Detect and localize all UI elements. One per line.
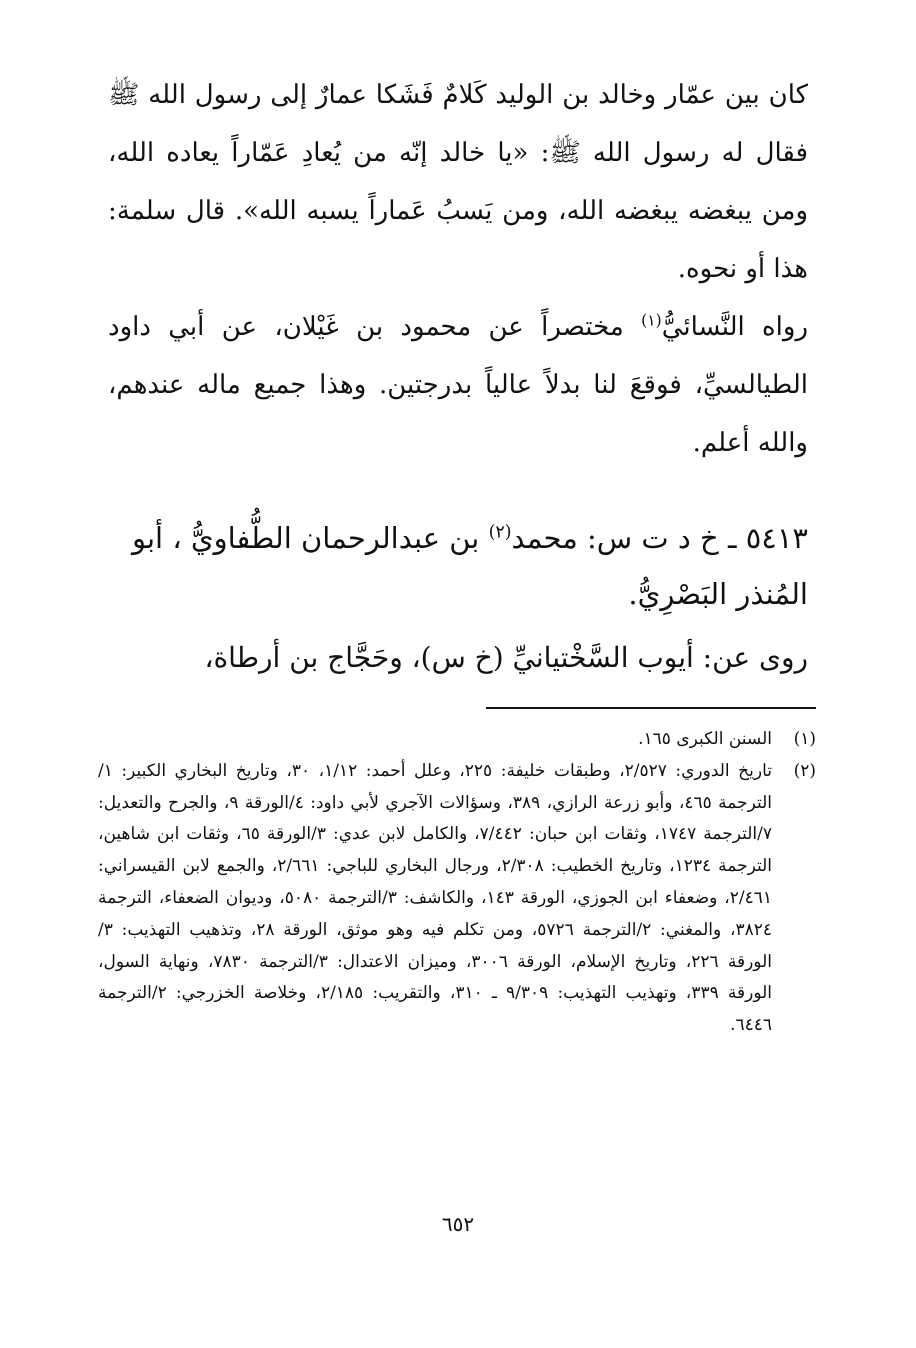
footnote-ref-2[interactable]: (٢): [488, 522, 512, 543]
paragraph-takhrij-body: مختصراً عن محمود بن غَيْلان، عن أبي داود الطيالسيِّ، فوقعَ لنا بدلاً عالياً بدرجتين. وهذا جميع ماله عندهم، والله أعلم.: [108, 312, 808, 458]
footnote-text: تاريخ الدوري: ٢/٥٢٧، وطبقات خليفة: ٢٢٥، وعلل أحمد: ١/١٢، ٣٠، وتاريخ البخاري الكبير: ١/الترجمة ٤٦٥، وأبو زرعة الرازي، ٣٨٩، وسؤالات الآجري لأبي داود: ٤/الورقة ٩، والجرح والتعديل: ٧/الترجمة ١٧٤٧، وثقات ابن حبان: ٧/٤٤٢، والكامل لابن عدي: ٣/الورقة ٦٥، وثقات ابن شاهين، الترجمة ١٢٣٤، وتاريخ الخطيب: ٢/٣٠٨، ورجال البخاري للباجي: ٢/٦٦١، والجمع لابن القيسراني: ٢/٤٦١، وضعفاء ابن الجوزي، الورقة ١٤٣، والكاشف: ٣/الترجمة ٥٠٨٠، وديوان الضعفاء، الترجمة ٣٨٢٤، والمغني: ٢/الترجمة ٥٧٢٦، ومن تكلم فيه وهو موثق، الورقة ٢٨، وتذهيب التهذيب: ٣/الورقة ٢٢٦، وتاريخ الإسلام، الورقة ٣٠٠٦، وميزان الاعتدال: ٣/الترجمة ٧٨٣٠، ونهاية السول، الورقة ٣٣٩، وتهذيب التهذيب: ٩/٣٠٩ ـ ٣١٠، والتقريب: ٢/١٨٥، وخلاصة الخزرجي: ٢/الترجمة ٦٤٤٦.: [98, 760, 773, 1036]
paragraph-hadith: كان بين عمّار وخالد بن الوليد كَلامٌ فَشَكا عمارٌ إلى رسول الله ﷺ فقال له رسول الله ﷺ: «يا خالد إنّه من يُعادِ عَمّاراً يعاده الله، ومن يبغضه يبغضه الله، ومن يَسبُ عَماراً يسبه الله». قال سلمة: هذا أو نحوه.: [108, 80, 808, 284]
footnote-text: السنن الكبرى ١٦٥.: [638, 729, 772, 749]
page-number: ٦٥٢: [441, 1212, 475, 1236]
entry-narrated-from: روى عن: أيوب السَّخْتيانيِّ (خ س)، وحَجَّاج بن أرطاة،: [204, 641, 808, 674]
footnote-2: [98, 756, 816, 1042]
entry-heading-rest: بن عبدالرحمان الطُّفاويُّ ، أبو المُنذر البَصْرِيُّ.: [131, 521, 808, 611]
footnote-1: [98, 724, 816, 756]
footnote-number: (٢): [793, 760, 816, 781]
footnotes: [98, 724, 816, 1042]
footnote-ref-1[interactable]: (١): [641, 311, 662, 330]
paragraph-takhrij-lead: رواه النَّسائيُّ: [661, 312, 808, 342]
footnote-number: (١): [793, 729, 816, 749]
footnote-divider: [486, 707, 816, 709]
entry-heading: [108, 510, 808, 622]
entry-heading-lead: ٥٤١٣ ـ خ د ت س: محمد: [511, 521, 808, 555]
paragraph-takhrij: [108, 298, 808, 472]
